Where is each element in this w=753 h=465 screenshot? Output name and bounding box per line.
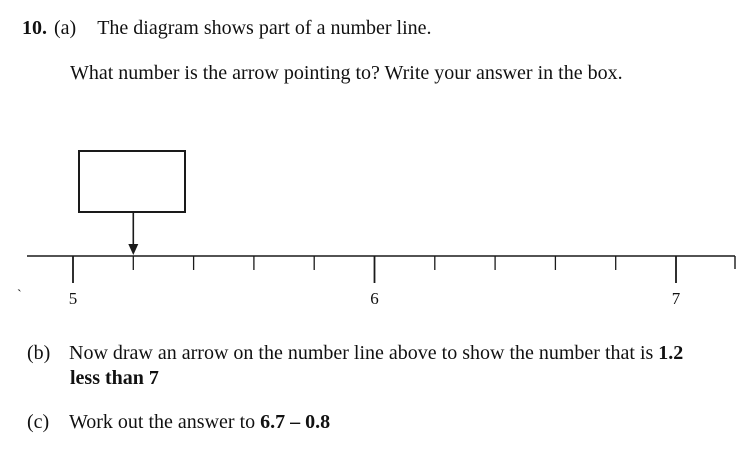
part-b-value: 1.2 — [658, 342, 684, 364]
question-intro: The diagram shows part of a number line. — [97, 17, 432, 39]
question-number: 10. — [22, 17, 47, 39]
tick-label-7: 7 — [671, 289, 681, 308]
part-a-tag: (a) — [54, 17, 77, 39]
part-c-tag: (c) — [27, 411, 50, 433]
part-b-tag: (b) — [27, 342, 51, 364]
pointer-arrow-head — [128, 244, 138, 255]
stray-mark: ` — [17, 288, 22, 303]
part-c-line — [27, 411, 330, 434]
number-line-ticks — [73, 256, 676, 283]
tick-label-6: 6 — [370, 289, 379, 308]
part-b-line-2: less than 7 — [70, 367, 159, 389]
part-c-text: Work out the answer to — [69, 411, 256, 433]
part-c-expression: 6.7 – 0.8 — [260, 411, 331, 433]
tick-label-5: 5 — [68, 289, 78, 308]
part-b-text-1: Now draw an arrow on the number line above to show the number that is — [69, 342, 654, 364]
part-b-line-1 — [27, 342, 683, 365]
part-a-instruction: What number is the arrow pointing to? Write your answer in the box. — [70, 62, 623, 84]
pointer-arrow — [128, 211, 138, 255]
